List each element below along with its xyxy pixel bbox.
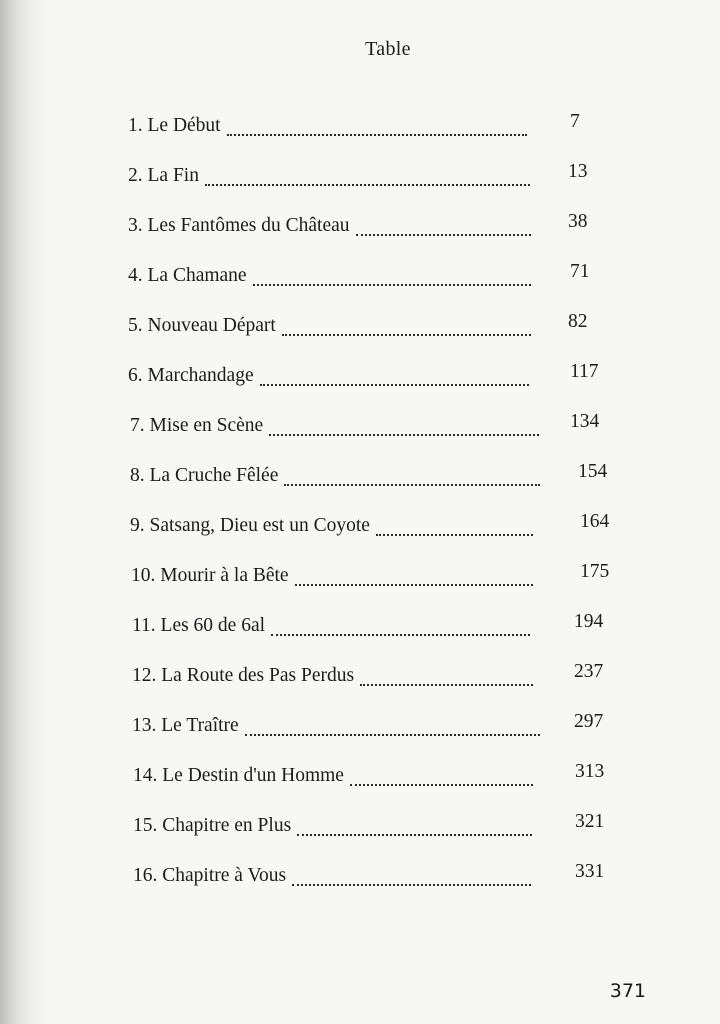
toc-entry xyxy=(0,263,720,293)
toc-entry-page: 313 xyxy=(575,761,605,782)
toc-entry-title: 4. La Chamane xyxy=(128,265,247,286)
toc-entry xyxy=(0,513,720,543)
toc-entry-title: 3. Les Fantômes du Château xyxy=(128,215,350,236)
toc-leader-dots xyxy=(297,826,532,836)
toc-entry-title: 14. Le Destin d'un Homme xyxy=(133,765,344,786)
toc-leader-dots xyxy=(282,326,531,336)
toc-entry xyxy=(0,113,720,143)
toc-leader-dots xyxy=(360,676,533,686)
toc-entry xyxy=(0,413,720,443)
toc-leader-dots xyxy=(284,476,540,486)
toc-leader-dots xyxy=(260,376,529,386)
toc-entry-title: 10. Mourir à la Bête xyxy=(131,565,289,586)
toc-entry-page: 38 xyxy=(568,211,588,232)
toc-entry-page: 7 xyxy=(570,111,580,132)
toc-leader-dots xyxy=(227,126,527,136)
toc-entry-title: 7. Mise en Scène xyxy=(130,415,264,436)
toc-leader-dots xyxy=(350,776,533,786)
toc-entry xyxy=(0,663,720,693)
toc-entry-title: 15. Chapitre en Plus xyxy=(133,815,292,836)
toc-entry xyxy=(0,763,720,793)
toc-entry-title: 1. Le Début xyxy=(128,115,221,136)
page-title: Table xyxy=(365,38,411,60)
toc-entry xyxy=(0,813,720,843)
toc-entry xyxy=(0,213,720,243)
toc-entry xyxy=(0,863,720,893)
toc-entry xyxy=(0,363,720,393)
page-number: 371 xyxy=(609,980,646,1002)
toc-entry-title: 16. Chapitre à Vous xyxy=(133,865,287,886)
toc-entry xyxy=(0,613,720,643)
toc-entry-title: 12. La Route des Pas Perdus xyxy=(132,665,355,686)
toc-leader-dots xyxy=(205,176,530,186)
toc-entry-page: 13 xyxy=(568,161,588,182)
toc-entry xyxy=(0,563,720,593)
toc-entry-title: 11. Les 60 de 6al xyxy=(132,615,266,636)
toc-leader-dots xyxy=(269,426,539,436)
toc-leader-dots xyxy=(292,876,531,886)
toc-entry-page: 237 xyxy=(574,661,604,682)
toc-leader-dots xyxy=(253,276,531,286)
toc-entry-title: 13. Le Traître xyxy=(132,715,239,736)
toc-entry-title: 5. Nouveau Départ xyxy=(128,315,276,336)
toc-entry-page: 175 xyxy=(580,561,610,582)
toc-entry-title: 9. Satsang, Dieu est un Coyote xyxy=(130,515,370,536)
toc-leader-dots xyxy=(376,526,533,536)
toc-entry xyxy=(0,713,720,743)
toc-entry-page: 331 xyxy=(575,861,605,882)
toc-entry-page: 71 xyxy=(570,261,590,282)
toc-entry xyxy=(0,313,720,343)
toc-entry xyxy=(0,163,720,193)
toc-entry-page: 134 xyxy=(570,411,600,432)
toc-entry-page: 117 xyxy=(570,361,599,382)
toc-entry-title: 2. La Fin xyxy=(128,165,199,186)
toc-entry-page: 194 xyxy=(574,611,604,632)
toc-entry-page: 297 xyxy=(574,711,604,732)
toc-entry-page: 154 xyxy=(578,461,608,482)
toc-entry-page: 321 xyxy=(575,811,605,832)
toc-entry-title: 6. Marchandage xyxy=(128,365,254,386)
toc-leader-dots xyxy=(356,226,531,236)
toc-entry-title: 8. La Cruche Fêlée xyxy=(130,465,279,486)
toc-entry-page: 82 xyxy=(568,311,588,332)
toc-leader-dots xyxy=(295,576,533,586)
toc-leader-dots xyxy=(245,726,540,736)
toc-entry xyxy=(0,463,720,493)
toc-entry-page: 164 xyxy=(580,511,610,532)
toc-leader-dots xyxy=(271,626,530,636)
